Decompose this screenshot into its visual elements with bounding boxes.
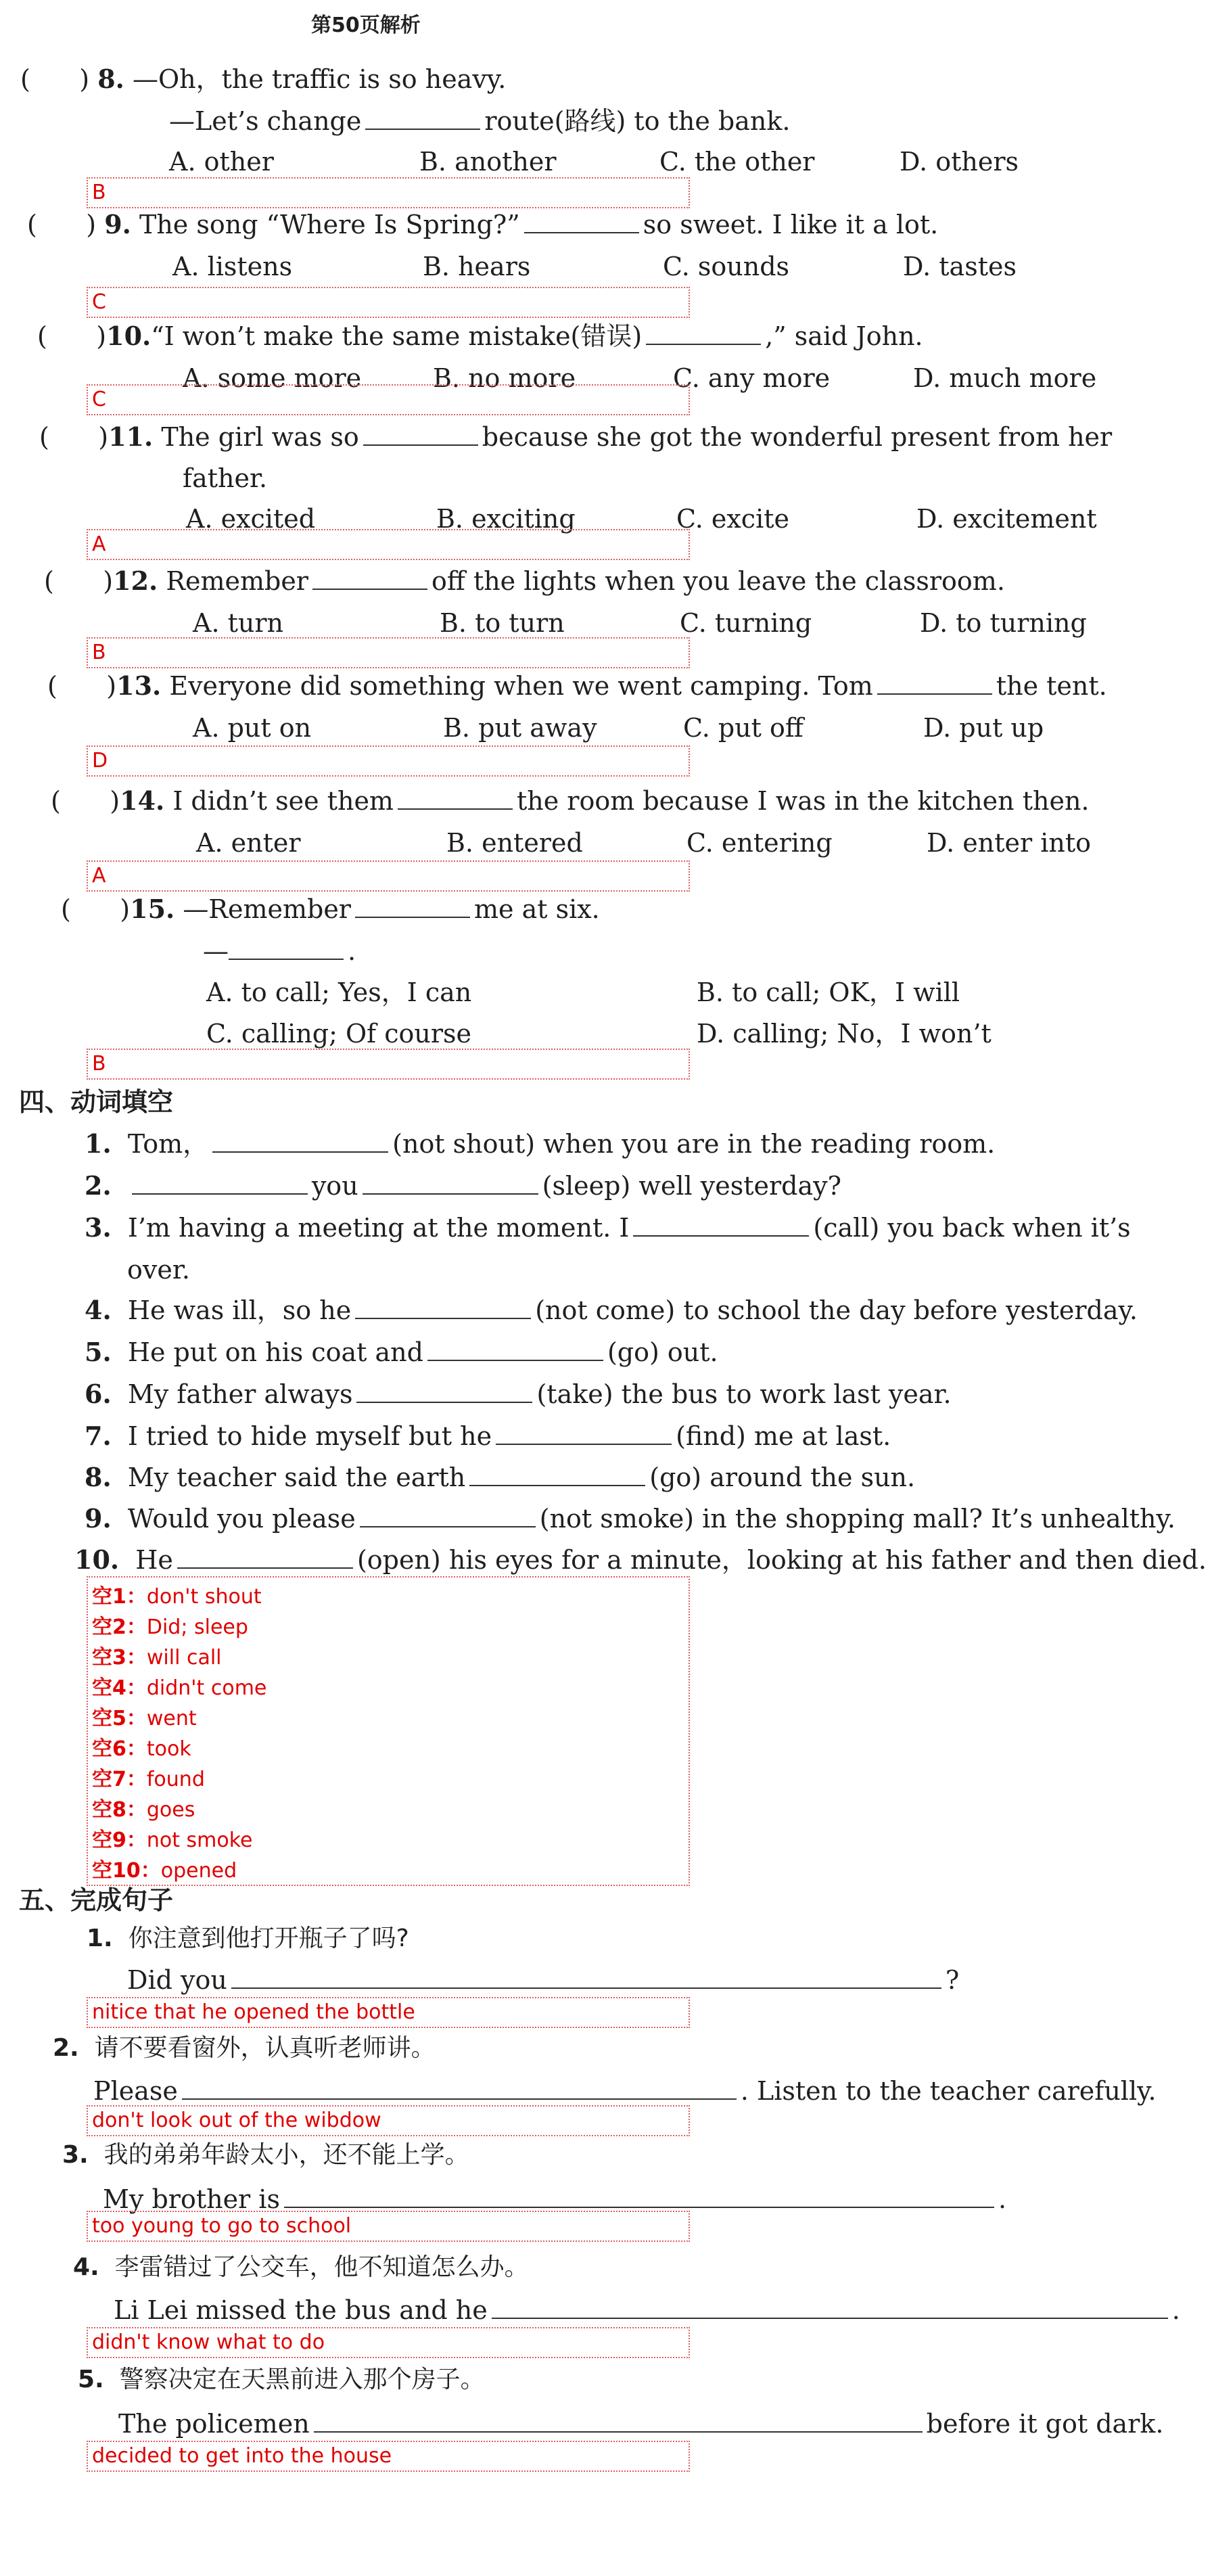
question-13: ( )13. Everyone did something when we went camping. Tom the tent. <box>47 670 1107 701</box>
q11-option-d: D. excitement <box>916 504 1097 534</box>
answer-box-11: A <box>87 529 690 560</box>
q9-option-d: D. tastes <box>903 252 1017 281</box>
sentence-2-prompt: 2. 请不要看窗外，认真听老师讲。 <box>53 2034 436 2062</box>
q14-option-d: D. enter into <box>927 828 1092 858</box>
answer-row-7: 空7：found <box>92 1768 205 1791</box>
question-10: ( )10.“I won’t make the same mistake(错误) ,” said John. <box>37 321 923 351</box>
answer-box-sentence-2: don't look out of the wibdow <box>87 2105 690 2136</box>
answer-row-9: 空9：not smoke <box>92 1828 253 1852</box>
question-11: ( )11. The girl was so because she got the wonderful present from her <box>39 421 1113 452</box>
q14-option-b: B. entered <box>446 828 583 858</box>
answer-box-12: B <box>87 637 690 668</box>
question-15: ( )15. —Remember me at six. <box>61 894 600 924</box>
answer-row-2: 空2：Did; sleep <box>92 1615 248 1639</box>
section-5-title: 五、完成句子 <box>19 1885 174 1915</box>
q15-option-c: C. calling; Of course <box>206 1019 472 1049</box>
fill-item-7: 7. I tried to hide myself but he (find) me at last. <box>85 1421 891 1451</box>
question-15-line2: — . <box>203 936 356 966</box>
fill-item-4: 4. He was ill，so he (not come) to school the day before yesterday. <box>85 1295 1138 1325</box>
q10-option-d: D. much more <box>913 363 1097 393</box>
fill-item-9: 9. Would you please (not smoke) in the shopping mall? It’s unhealthy. <box>85 1503 1176 1534</box>
q15-option-b: B. to call; OK，I will <box>697 978 960 1007</box>
q14-option-a: A. enter <box>196 828 301 858</box>
fill-item-2: 2. you (sleep) well yesterday? <box>85 1170 841 1201</box>
answer-box-9: C <box>87 287 690 318</box>
answer-box-sentence-1: nitice that he opened the bottle <box>87 1997 690 2028</box>
q11-option-a: A. excited <box>186 504 316 534</box>
q8-option-d: D. others <box>900 147 1019 177</box>
q8-option-c: C. the other <box>659 147 815 177</box>
q12-option-d: D. to turning <box>920 608 1087 638</box>
answer-box-sentence-3: too young to go to school <box>87 2211 690 2242</box>
answer-row-3: 空3：will call <box>92 1646 222 1670</box>
q10-option-a: A. some more <box>183 363 362 393</box>
question-14: ( )14. I didn’t see them the room because I was in the kitchen then. <box>51 785 1090 816</box>
q12-option-a: A. turn <box>193 608 283 638</box>
fill-item-6: 6. My father always (take) the bus to work last year. <box>85 1379 952 1409</box>
fill-item-3-line2: over. <box>127 1255 190 1285</box>
q9-option-c: C. sounds <box>663 252 790 281</box>
q13-option-a: A. put on <box>193 713 312 743</box>
question-12: ( )12. Remember off the lights when you leave the classroom. <box>44 566 1005 596</box>
question-8: ( ) 8. —Oh，the traffic is so heavy. <box>20 64 507 94</box>
answer-box-14: A <box>87 860 690 892</box>
question-8-line2: —Let’s change route(路线) to the bank. <box>169 106 791 136</box>
sentence-1: Did you ? <box>127 1965 960 1995</box>
answer-box-section-4 <box>87 1576 690 1886</box>
answer-row-1: 空1：don't shout <box>92 1585 262 1609</box>
answer-row-8: 空8：goes <box>92 1798 195 1822</box>
q9-option-b: B. hears <box>423 252 531 281</box>
fill-item-3: 3. I’m having a meeting at the moment. I (call) you back when it’s <box>85 1212 1131 1243</box>
answer-box-8: B <box>87 177 690 208</box>
q8-option-a: A. other <box>169 147 274 177</box>
sentence-3: My brother is . <box>103 2184 1007 2214</box>
q11-option-c: C. excite <box>676 504 789 534</box>
sentence-4-prompt: 4. 李雷错过了公交车，他不知道怎么办。 <box>73 2253 529 2281</box>
answer-box-sentence-5: decided to get into the house <box>87 2441 690 2472</box>
answer-box-sentence-4: didn't know what to do <box>87 2327 690 2358</box>
q15-option-a: A. to call; Yes，I can <box>206 978 472 1007</box>
q10-option-b: B. no more <box>433 363 576 393</box>
answer-row-6: 空6：took <box>92 1737 191 1761</box>
sentence-2: Please . Listen to the teacher carefully. <box>93 2076 1157 2106</box>
fill-item-10: 10. He (open) his eyes for a minute，looking at his father and then died. <box>74 1544 1207 1575</box>
q13-option-c: C. put off <box>683 713 803 743</box>
answer-box-15: B <box>87 1049 690 1080</box>
sentence-5: The policemen before it got dark. <box>118 2409 1164 2439</box>
sentence-5-prompt: 5. 警察决定在天黑前进入那个房子。 <box>78 2366 485 2393</box>
fill-item-1: 1. Tom， (not shout) when you are in the reading room. <box>85 1128 996 1159</box>
q8-option-b: B. another <box>419 147 557 177</box>
q11-option-b: B. exciting <box>436 504 576 534</box>
q9-option-a: A. listens <box>172 252 293 281</box>
q10-option-c: C. any more <box>673 363 831 393</box>
q12-option-c: C. turning <box>680 608 812 638</box>
sentence-3-prompt: 3. 我的弟弟年龄太小，还不能上学。 <box>62 2141 469 2169</box>
fill-item-5: 5. He put on his coat and (go) out. <box>85 1337 718 1367</box>
sentence-4: Li Lei missed the bus and he . <box>114 2295 1180 2325</box>
answer-box-10: C <box>87 384 690 415</box>
answer-row-4: 空4：didn't come <box>92 1676 267 1700</box>
q12-option-b: B. to turn <box>440 608 565 638</box>
answer-box-13: D <box>87 745 690 777</box>
question-11-line2: father. <box>183 463 268 493</box>
page-header: 第50页解析 <box>311 14 421 37</box>
q13-option-d: D. put up <box>923 713 1044 743</box>
section-4-title: 四、动词填空 <box>19 1087 174 1117</box>
q15-option-d: D. calling; No，I won’t <box>697 1019 992 1049</box>
sentence-1-prompt: 1. 你注意到他打开瓶子了吗? <box>87 1925 409 1952</box>
fill-item-8: 8. My teacher said the earth (go) around the sun. <box>85 1462 916 1492</box>
question-9: ( ) 9. The song “Where Is Spring?” so sweet. I like it a lot. <box>27 209 939 239</box>
q14-option-c: C. entering <box>686 828 833 858</box>
answer-row-10: 空10：opened <box>92 1859 237 1883</box>
q13-option-b: B. put away <box>443 713 597 743</box>
answer-row-5: 空5：went <box>92 1707 197 1730</box>
